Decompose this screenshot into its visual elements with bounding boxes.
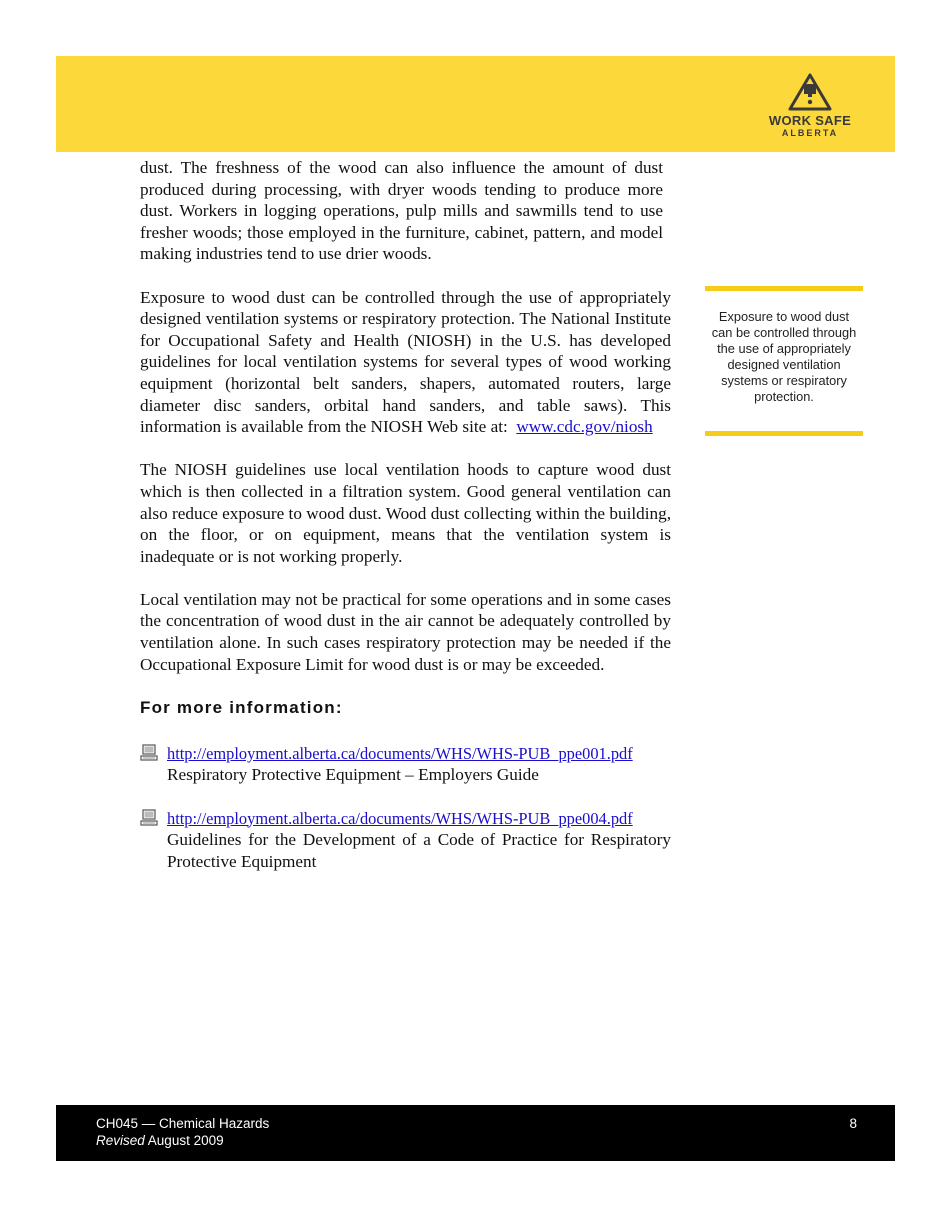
logo-text-secondary: ALBERTA bbox=[781, 128, 839, 138]
ppe004-description: Guidelines for the Development of a Code of Practice for Respiratory Protective Equipment bbox=[167, 830, 671, 871]
niosh-website-link[interactable]: www.cdc.gov/niosh bbox=[516, 417, 653, 437]
paragraph-exposure-control bbox=[140, 287, 671, 438]
info-item bbox=[140, 808, 671, 873]
paragraph-local-ventilation: Local ventilation may not be practical for some operations and in some cases the concentration of wood dust in the air cannot be adequately controlled by ventilation alone. In such cases respiratory protection may be needed if the Occupational Exposure Limit for wood dust is or may be exceeded. bbox=[140, 589, 671, 674]
computer-icon bbox=[140, 809, 158, 827]
paragraph-niosh-guidelines: The NIOSH guidelines use local ventilation hoods to capture wood dust which is then collected in a filtration system. Good general ventilation can also reduce exposure to wood dust. Wood dust collecting within the building, on the floor, or on equipment, means that the ventilation system is inadequate or is not working properly. bbox=[140, 460, 671, 566]
ppe001-description: Respiratory Protective Equipment – Employers Guide bbox=[167, 765, 539, 785]
info-item bbox=[140, 743, 671, 786]
ppe001-pdf-link[interactable]: http://employment.alberta.ca/documents/WHS/WHS-PUB_ppe001.pdf bbox=[167, 743, 633, 763]
ppe004-pdf-link[interactable]: http://employment.alberta.ca/documents/WHS/WHS-PUB_ppe004.pdf bbox=[167, 808, 633, 828]
paragraph-wood-freshness: dust. The freshness of the wood can also influence the amount of dust produced during processing, with dryer woods tending to produce more dust. Workers in logging operations, pulp mills and sawmills tend to use fresher woods; those employed in the furniture, cabinet, pattern, and model making industries tend to use drier woods. bbox=[140, 158, 663, 264]
footer-revised-date: August 2009 bbox=[147, 1133, 224, 1148]
more-info-heading: For more information: bbox=[140, 697, 343, 717]
main-content bbox=[140, 157, 671, 894]
computer-icon bbox=[140, 744, 158, 762]
footer-bar bbox=[56, 1105, 895, 1161]
footer-doc-title: CH045 — Chemical Hazards bbox=[96, 1116, 270, 1131]
page-number: 8 bbox=[849, 1116, 857, 1131]
paragraph-exposure-text: Exposure to wood dust can be controlled through the use of appropriately designed ventilation systems or respiratory protection. The National Institute for Occupational Safety and Health (NIOSH) in the U.S. has developed guidelines for local ventilation systems for several types of wood working equipment (horizontal belt sanders, shapers, automated routers, large diameter disc sanders, orbital hand sanders, and table saws). This information is available from the NIOSH Web site at: bbox=[140, 287, 671, 437]
callout-box bbox=[705, 286, 863, 436]
warning-triangle-icon bbox=[787, 72, 833, 112]
work-safe-alberta-logo bbox=[762, 72, 858, 142]
logo-text-primary: WORK SAFE bbox=[768, 113, 852, 128]
footer-revised bbox=[96, 1133, 224, 1148]
footer-revised-label: Revised bbox=[96, 1133, 145, 1148]
callout-text: Exposure to wood dust can be controlled through the use of appropriately designed ventilation systems or respiratory protection. bbox=[711, 309, 857, 404]
